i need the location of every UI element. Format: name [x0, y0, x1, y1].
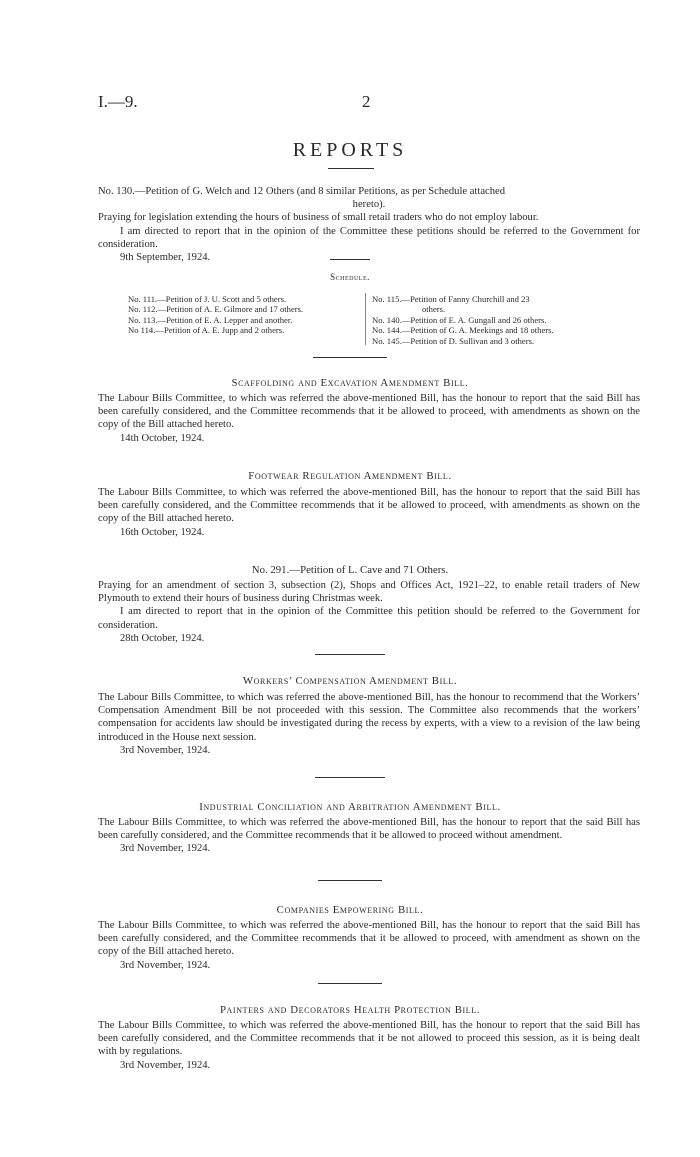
section-rule — [313, 357, 387, 358]
schedule-item: No. 145.—Petition of D. Sullivan and 3 others. — [372, 335, 535, 346]
schedule-heading: Schedule. — [330, 272, 370, 282]
footwear-bill-heading: Footwear Regulation Amendment Bill. — [248, 470, 452, 482]
petition-130-report: I am directed to report that in the opinion of the Committee these petitions should be referred to the Government for consideration. — [98, 225, 640, 250]
schedule-item: No. 112.—Petition of A. E. Gilmore and 17 others. — [128, 304, 304, 315]
petition-130-title: No. 130.—Petition of G. Welch and 12 Others (and 8 similar Petitions, as per Schedule attached — [98, 186, 506, 197]
petition-291-heading: No. 291.—Petition of L. Cave and 71 Others. — [251, 564, 449, 576]
petition-291-section — [98, 579, 640, 645]
industrial-conciliation-bill-report: The Labour Bills Committee, to which was referred the above-mentioned Bill, has the honour to report that the said Bill has been carefully considered, and the Committee recommends that it be allowed to proceed without amendment. — [98, 817, 640, 842]
companies-empowering-bill-date: 3rd November, 1924. — [120, 959, 211, 971]
schedule-divider — [365, 293, 366, 345]
companies-empowering-bill-report: The Labour Bills Committee, to which was referred the above-mentioned Bill, has the honour to report that the said Bill has been carefully considered, and the Committee recommends that it be allowed to proceed, with amendment as shown on the copy of the Bill attached hereto. — [98, 920, 640, 958]
companies-empowering-bill-heading: Companies Empowering Bill. — [276, 904, 424, 916]
footwear-bill-date: 16th October, 1924. — [120, 526, 205, 538]
section-rule — [318, 983, 382, 984]
schedule-item: No. 111.—Petition of J. U. Scott and 5 others. — [128, 294, 287, 304]
industrial-conciliation-bill-date: 3rd November, 1924. — [120, 843, 211, 855]
scaffolding-bill-section — [98, 392, 640, 445]
petition-291-date: 28th October, 1924. — [120, 632, 205, 644]
section-rule — [315, 777, 385, 778]
schedule-item: No. 115.—Petition of Fanny Churchill and 23 — [372, 294, 530, 304]
page-title: REPORTS — [292, 139, 408, 161]
painters-decorators-bill-date: 3rd November, 1924. — [120, 1059, 211, 1071]
petition-130-date: 9th September, 1924. — [120, 252, 211, 264]
schedule-item: No. 140.—Petition of E. A. Gungall and 26 others. — [372, 314, 547, 325]
petition-291-praying: Praying for an amendment of section 3, subsection (2), Shops and Offices Act, 1921–22, to enable retail traders of New Plymouth to extend their hours of business during Christmas week. — [98, 580, 640, 605]
schedule-item: No. 144.—Petition of G. A. Meekings and 18 others. — [372, 325, 554, 336]
petition-130-praying: Praying for legislation extending the hours of business of small retail traders who do not employ labour. — [98, 212, 539, 224]
date-rule — [330, 259, 370, 260]
workers-compensation-bill-report: The Labour Bills Committee, to which was referred the above-mentioned Bill, has the honour to recommend that the Workers’ Compensation Amendment Bill be not proceeded with this session. The Committee also recommends that the workers’ compensation for accidents law should be investigated during the recess by experts, with a view to a revision of the law being introduced in the House next session. — [98, 692, 640, 743]
painters-decorators-bill-report: The Labour Bills Committee, to which was referred the above-mentioned Bill, has the honour to report that the said Bill has been carefully considered, and the Committee recommends that it be not allowed to proceed this session, as it is being dealt with by regulations. — [98, 1020, 640, 1058]
page-number: 2 — [362, 92, 371, 111]
schedule-right-column — [372, 294, 554, 346]
petition-130-title-cont: hereto). — [352, 199, 386, 211]
schedule-item: No 114.—Petition of A. E. Jupp and 2 others. — [128, 325, 285, 336]
painters-decorators-bill-heading: Painters and Decorators Health Protection Bill. — [219, 1004, 481, 1016]
scaffolding-bill-date: 14th October, 1924. — [120, 432, 205, 444]
parliamentary-paper-reference: I.—9. — [98, 92, 138, 111]
section-rule — [315, 654, 385, 655]
workers-compensation-bill-section — [98, 691, 640, 757]
workers-compensation-bill-date: 3rd November, 1924. — [120, 744, 211, 756]
industrial-conciliation-bill-section — [98, 816, 640, 856]
footwear-bill-section — [98, 486, 640, 539]
title-rule — [328, 168, 374, 169]
section-rule — [318, 880, 382, 881]
scaffolding-bill-heading: Scaffolding and Excavation Amendment Bill. — [231, 377, 469, 389]
footwear-bill-report: The Labour Bills Committee, to which was referred the above-mentioned Bill, has the honour to report that the said Bill has been carefully considered, and the Committee recommends that it be allowed to proceed, with amendments as shown on the copy of the Bill attached hereto. — [98, 487, 640, 525]
schedule-item: others. — [422, 304, 446, 315]
petition-291-report: I am directed to report that in the opinion of the Committee this petition should be referred to the Government for consideration. — [98, 606, 640, 631]
petition-130-section — [98, 185, 640, 264]
workers-compensation-bill-heading: Workers’ Compensation Amendment Bill. — [242, 675, 458, 687]
schedule-item: No. 113.—Petition of E. A. Lepper and another. — [128, 314, 293, 325]
companies-empowering-bill-section — [98, 919, 640, 972]
industrial-conciliation-bill-heading: Industrial Conciliation and Arbitration Amendment Bill. — [199, 801, 501, 813]
schedule-left-column — [128, 294, 303, 336]
scaffolding-bill-report: The Labour Bills Committee, to which was referred the above-mentioned Bill, has the honour to report that the said Bill has been carefully considered, and the Committee recommends that it be allowed to proceed, with amendments as shown on the copy of the Bill attached hereto. — [98, 393, 640, 431]
painters-decorators-bill-section — [98, 1019, 640, 1072]
